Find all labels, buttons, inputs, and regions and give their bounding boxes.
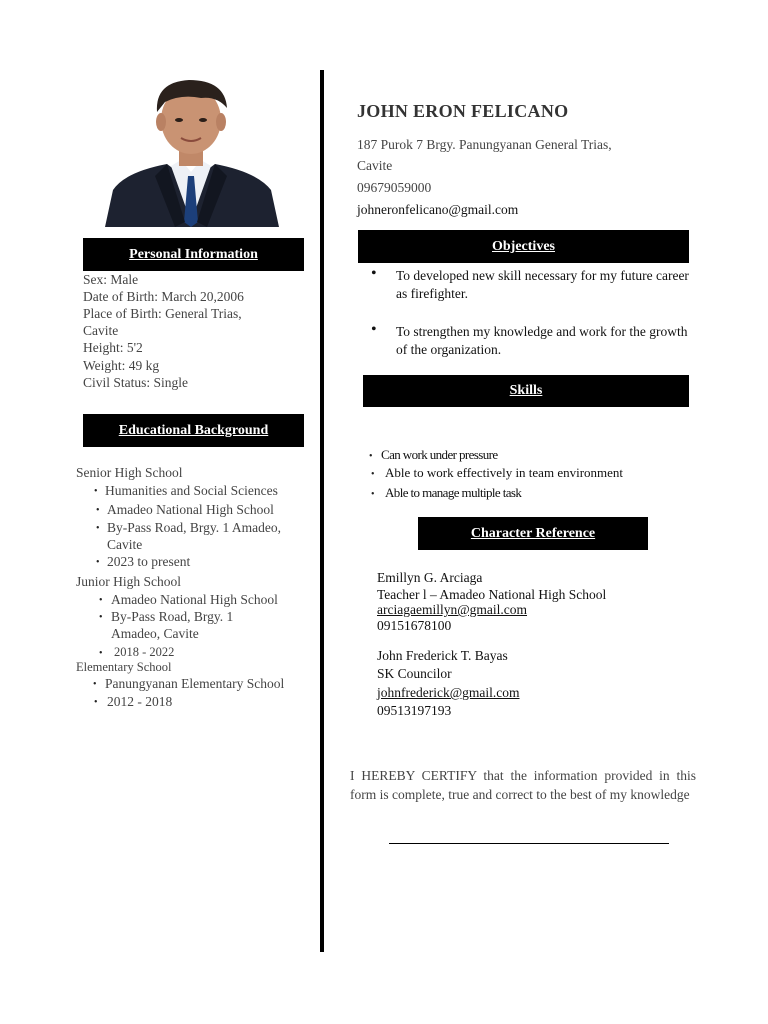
bullet-icon: • — [371, 321, 377, 338]
bullet-icon: • — [96, 505, 100, 516]
skills-header: Skills — [363, 375, 689, 407]
bullet-icon: • — [94, 697, 98, 708]
bullet-icon: • — [96, 523, 100, 534]
reference-1-role: Teacher l – Amadeo National High School — [377, 587, 607, 602]
civil-status-text: Civil Status: Single — [83, 375, 189, 390]
address-line-2: Cavite — [357, 158, 393, 173]
reference-1-email[interactable]: arciagaemillyn@gmail.com — [377, 602, 528, 617]
skill-2: Able to work effectively in team environment — [385, 465, 624, 480]
bullet-icon: • — [99, 595, 103, 606]
address-line-1: 187 Purok 7 Brgy. Panungyanan General Trias, — [357, 137, 612, 152]
bullet-icon: • — [371, 489, 375, 500]
junior-high-label: Junior High School — [76, 574, 182, 589]
skill-1: Can work under pressure — [381, 447, 498, 462]
jhs-address-cont: Amadeo, Cavite — [111, 626, 199, 641]
place-of-birth-text: Place of Birth: General Trias, — [83, 306, 242, 321]
bullet-icon: • — [99, 612, 103, 623]
objectives-header: Objectives — [358, 230, 689, 263]
phone-number: 09679059000 — [357, 180, 432, 195]
bullet-icon: • — [369, 451, 373, 462]
educational-background-header: Educational Background — [83, 414, 304, 447]
bullet-icon: • — [371, 469, 375, 480]
personal-information-header: Personal Information — [83, 238, 304, 271]
shs-address-cont: Cavite — [107, 537, 143, 552]
certification-statement: I HEREBY CERTIFY that the information provided in this form is complete, true and correct to the best of my knowledge — [350, 768, 696, 802]
weight-text: Weight: 49 kg — [83, 358, 160, 373]
sex-text: Sex: Male — [83, 272, 139, 287]
reference-2-phone: 09513197193 — [377, 703, 452, 718]
reference-1-phone: 09151678100 — [377, 618, 452, 633]
reference-2-role: SK Councilor — [377, 666, 452, 681]
email-address: johneronfelicano@gmail.com — [357, 202, 519, 217]
elementary-label: Elementary School — [76, 660, 172, 674]
skill-3: Able to manage multiple task — [385, 485, 522, 500]
bullet-icon: • — [96, 557, 100, 568]
character-reference-header: Character Reference — [418, 517, 648, 550]
elem-years: 2012 - 2018 — [107, 694, 173, 709]
bullet-icon: • — [371, 265, 377, 282]
jhs-school: Amadeo National High School — [111, 592, 278, 607]
height-text: Height: 5'2 — [83, 340, 143, 355]
reference-2-email[interactable]: johnfrederick@gmail.com — [377, 685, 520, 700]
place-of-birth-cont-text: Cavite — [83, 323, 119, 338]
objective-1: To developed new skill necessary for my future career as firefighter. — [396, 268, 689, 301]
jhs-address: By-Pass Road, Brgy. 1 — [111, 609, 234, 624]
signature-line — [389, 843, 669, 844]
profile-photo — [105, 72, 279, 227]
reference-1-name: Emillyn G. Arciaga — [377, 570, 483, 585]
date-of-birth-text: Date of Birth: March 20,2006 — [83, 289, 244, 304]
elem-school: Panungyanan Elementary School — [105, 676, 285, 691]
column-divider — [320, 70, 324, 952]
bullet-icon: • — [99, 648, 103, 659]
reference-2-name: John Frederick T. Bayas — [377, 648, 508, 663]
bullet-icon: • — [93, 679, 97, 690]
shs-address: By-Pass Road, Brgy. 1 Amadeo, — [107, 520, 281, 535]
shs-school: Amadeo National High School — [107, 502, 274, 517]
shs-years: 2023 to present — [107, 554, 191, 569]
senior-high-label: Senior High School — [76, 465, 183, 480]
applicant-name: JOHN ERON FELICANO — [357, 101, 569, 121]
bullet-icon: • — [94, 486, 98, 497]
jhs-years: 2018 - 2022 — [114, 645, 175, 659]
shs-strand: Humanities and Social Sciences — [105, 483, 278, 498]
objective-2: To strengthen my knowledge and work for the growth of the organization. — [396, 324, 688, 357]
